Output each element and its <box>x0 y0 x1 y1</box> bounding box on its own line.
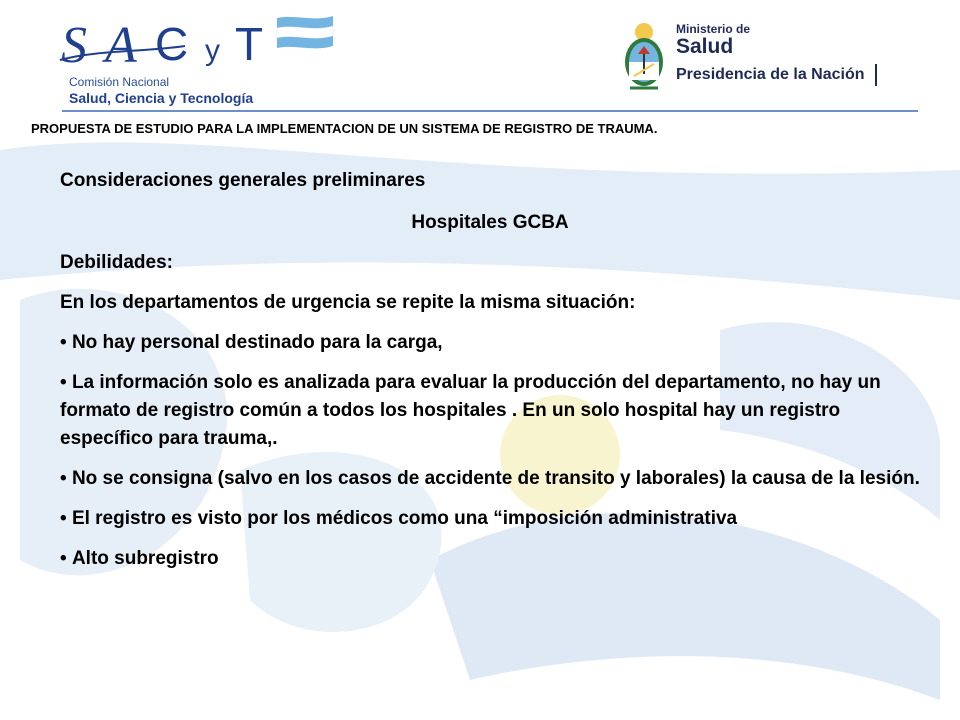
brand-letter-t: T <box>235 18 264 70</box>
brand-letter-s: S <box>61 17 87 74</box>
argentina-flag-icon <box>277 16 333 48</box>
brand-subtitle <box>69 74 253 106</box>
bullet-item: • El registro es visto por los médicos como una “imposición administrativa <box>60 505 920 533</box>
brand-subtitle-line1: Comisión Nacional <box>69 75 170 89</box>
bullet-item: • No hay personal destinado para la carga, <box>60 329 920 357</box>
brand-letter-y: y <box>205 34 220 67</box>
subheading: Hospitales GCBA <box>411 212 569 233</box>
ministry-line2: Salud <box>676 35 734 58</box>
ministry-text <box>676 22 877 86</box>
brand-subtitle-line2: Salud, Ciencia y Tecnología <box>69 90 254 106</box>
sacyt-wordmark <box>55 10 355 76</box>
bullet-item: • Alto subregistro <box>60 545 920 573</box>
header-divider <box>62 110 918 112</box>
ministry-line1: Ministerio de <box>676 22 751 36</box>
heading: Consideraciones generales preliminares <box>60 170 426 191</box>
brand-letter-a: A <box>105 17 137 74</box>
ministry-line3: Presidencia de la Nación <box>676 64 877 86</box>
bullet-item: • No se consigna (salvo en los casos de accidente de transito y laborales) la causa de la lesión. <box>60 465 920 493</box>
slide-content <box>60 167 920 573</box>
header <box>0 0 960 140</box>
ministry-logo <box>612 16 882 106</box>
section-label: Debilidades: <box>60 252 173 273</box>
national-coat-of-arms-icon <box>618 18 670 98</box>
sacyt-logo <box>55 10 355 110</box>
brand-letter-c: C <box>155 18 189 70</box>
intro-text: En los departamentos de urgencia se repite la misma situación: <box>60 292 636 313</box>
bullet-item: • La información solo es analizada para evaluar la producción del departamento, no hay un formato de registro común a todos los hospitales . En un solo hospital hay un registro específico para trauma,. <box>60 369 920 453</box>
proposal-title: PROPUESTA DE ESTUDIO PARA LA IMPLEMENTACION DE UN SISTEMA DE REGISTRO DE TRAUMA. <box>31 121 658 136</box>
